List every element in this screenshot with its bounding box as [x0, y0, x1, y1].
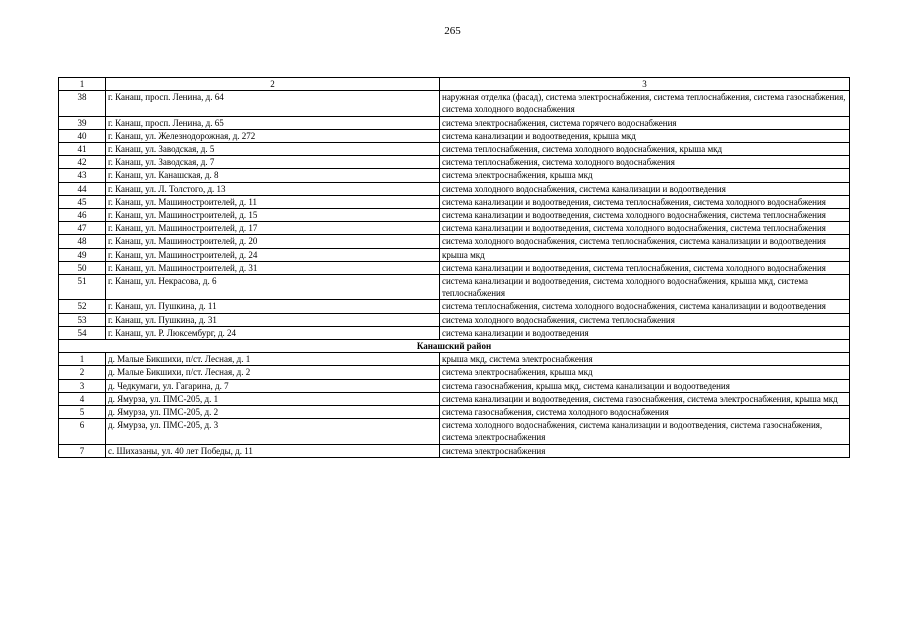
row-number: 2 — [59, 366, 106, 379]
row-address: г. Канаш, ул. Машиностроителей, д. 17 — [106, 222, 440, 235]
row-systems: система электроснабжения, крыша мкд — [440, 169, 850, 182]
row-number: 4 — [59, 392, 106, 405]
row-address: г. Канаш, ул. Машиностроителей, д. 20 — [106, 235, 440, 248]
table-body — [59, 78, 850, 458]
row-systems: система газоснабжения, система холодного водоснабжения — [440, 406, 850, 419]
row-address: г. Канаш, ул. Машиностроителей, д. 24 — [106, 248, 440, 261]
row-number: 52 — [59, 300, 106, 313]
row-address: г. Канаш, ул. Заводская, д. 7 — [106, 156, 440, 169]
row-systems: система канализации и водоотведения, система холодного водоснабжения, система теплоснабжения — [440, 222, 850, 235]
row-systems: крыша мкд — [440, 248, 850, 261]
row-address: д. Малые Бикшихи, п/ст. Лесная, д. 1 — [106, 353, 440, 366]
header-col-systems: 3 — [440, 78, 850, 91]
row-address: д. Ямурза, ул. ПМС-205, д. 3 — [106, 419, 440, 444]
row-address: г. Канаш, ул. Пушкина, д. 11 — [106, 300, 440, 313]
row-number: 6 — [59, 419, 106, 444]
table-row — [59, 326, 850, 339]
row-number: 44 — [59, 182, 106, 195]
table-row — [59, 209, 850, 222]
table-row — [59, 195, 850, 208]
row-number: 7 — [59, 444, 106, 457]
row-systems: система холодного водоснабжения, система теплоснабжения — [440, 313, 850, 326]
row-systems: система канализации и водоотведения, система холодного водоснабжения, крыша мкд, система теплоснабжения — [440, 275, 850, 300]
section-title: Канашский район — [59, 340, 850, 353]
table-row — [59, 392, 850, 405]
table-row — [59, 169, 850, 182]
row-systems: система канализации и водоотведения, система теплоснабжения, система холодного водоснабжения — [440, 261, 850, 274]
row-address: г. Канаш, просп. Ленина, д. 64 — [106, 91, 440, 116]
row-number: 49 — [59, 248, 106, 261]
row-number: 48 — [59, 235, 106, 248]
row-number: 42 — [59, 156, 106, 169]
row-number: 54 — [59, 326, 106, 339]
row-systems: система теплоснабжения, система холодного водоснабжения, крыша мкд — [440, 143, 850, 156]
row-systems: система теплоснабжения, система холодного водоснабжения, система канализации и водоотведения — [440, 300, 850, 313]
table-row — [59, 143, 850, 156]
row-systems: система электроснабжения, система горячего водоснабжения — [440, 116, 850, 129]
page-number: 265 — [444, 25, 461, 37]
row-address: г. Канаш, ул. Машиностроителей, д. 11 — [106, 195, 440, 208]
row-address: д. Чедкумаги, ул. Гагарина, д. 7 — [106, 379, 440, 392]
row-number: 5 — [59, 406, 106, 419]
row-address: с. Шихазаны, ул. 40 лет Победы, д. 11 — [106, 444, 440, 457]
row-number: 1 — [59, 353, 106, 366]
row-systems: система теплоснабжения, система холодного водоснабжения — [440, 156, 850, 169]
row-number: 50 — [59, 261, 106, 274]
table-row — [59, 182, 850, 195]
section-row — [59, 340, 850, 353]
row-address: г. Канаш, просп. Ленина, д. 65 — [106, 116, 440, 129]
table-header-row — [59, 78, 850, 91]
table-row — [59, 366, 850, 379]
table-row — [59, 261, 850, 274]
row-address: г. Канаш, ул. Л. Толстого, д. 13 — [106, 182, 440, 195]
row-systems: система холодного водоснабжения, система канализации и водоотведения, система газоснабжения, система электроснабжения — [440, 419, 850, 444]
row-systems: система холодного водоснабжения, система теплоснабжения, система канализации и водоотведения — [440, 235, 850, 248]
row-number: 46 — [59, 209, 106, 222]
row-systems: система канализации и водоотведения, система газоснабжения, система электроснабжения, крыша мкд — [440, 392, 850, 405]
row-address: г. Канаш, ул. Р. Люксембург, д. 24 — [106, 326, 440, 339]
row-number: 40 — [59, 129, 106, 142]
row-systems: система газоснабжения, крыша мкд, система канализации и водоотведения — [440, 379, 850, 392]
row-number: 51 — [59, 275, 106, 300]
row-number: 45 — [59, 195, 106, 208]
row-number: 53 — [59, 313, 106, 326]
table-row — [59, 235, 850, 248]
buildings-table — [58, 77, 850, 458]
table-row — [59, 129, 850, 142]
row-number: 38 — [59, 91, 106, 116]
row-systems: система канализации и водоотведения, крыша мкд — [440, 129, 850, 142]
table-row — [59, 419, 850, 444]
row-address: д. Ямурза, ул. ПМС-205, д. 2 — [106, 406, 440, 419]
table-row — [59, 444, 850, 457]
table-row — [59, 222, 850, 235]
row-address: г. Канаш, ул. Машиностроителей, д. 31 — [106, 261, 440, 274]
row-number: 3 — [59, 379, 106, 392]
row-number: 43 — [59, 169, 106, 182]
header-col-number: 1 — [59, 78, 106, 91]
table-row — [59, 248, 850, 261]
row-address: г. Канаш, ул. Некрасова, д. 6 — [106, 275, 440, 300]
row-number: 41 — [59, 143, 106, 156]
row-systems: система канализации и водоотведения, система теплоснабжения, система холодного водоснабжения — [440, 195, 850, 208]
table-row — [59, 406, 850, 419]
table-row — [59, 300, 850, 313]
table-row — [59, 156, 850, 169]
row-address: д. Малые Бикшихи, п/ст. Лесная, д. 2 — [106, 366, 440, 379]
row-address: г. Канаш, ул. Пушкина, д. 31 — [106, 313, 440, 326]
table-row — [59, 116, 850, 129]
header-col-address: 2 — [106, 78, 440, 91]
row-systems: система канализации и водоотведения, система холодного водоснабжения, система теплоснабжения — [440, 209, 850, 222]
row-systems: система электроснабжения — [440, 444, 850, 457]
row-address: д. Ямурза, ул. ПМС-205, д. 1 — [106, 392, 440, 405]
row-systems: система канализации и водоотведения — [440, 326, 850, 339]
row-address: г. Канаш, ул. Машиностроителей, д. 15 — [106, 209, 440, 222]
row-address: г. Канаш, ул. Канашская, д. 8 — [106, 169, 440, 182]
row-address: г. Канаш, ул. Заводская, д. 5 — [106, 143, 440, 156]
row-systems: система электроснабжения, крыша мкд — [440, 366, 850, 379]
table-row — [59, 353, 850, 366]
row-number: 47 — [59, 222, 106, 235]
table-row — [59, 275, 850, 300]
row-number: 39 — [59, 116, 106, 129]
row-systems: крыша мкд, система электроснабжения — [440, 353, 850, 366]
row-systems: наружная отделка (фасад), система электроснабжения, система теплоснабжения, система газоснабжения, система холодного водоснабжения — [440, 91, 850, 116]
row-address: г. Канаш, ул. Железнодорожная, д. 272 — [106, 129, 440, 142]
table-row — [59, 379, 850, 392]
table-row — [59, 91, 850, 116]
row-systems: система холодного водоснабжения, система канализации и водоотведения — [440, 182, 850, 195]
table-row — [59, 313, 850, 326]
